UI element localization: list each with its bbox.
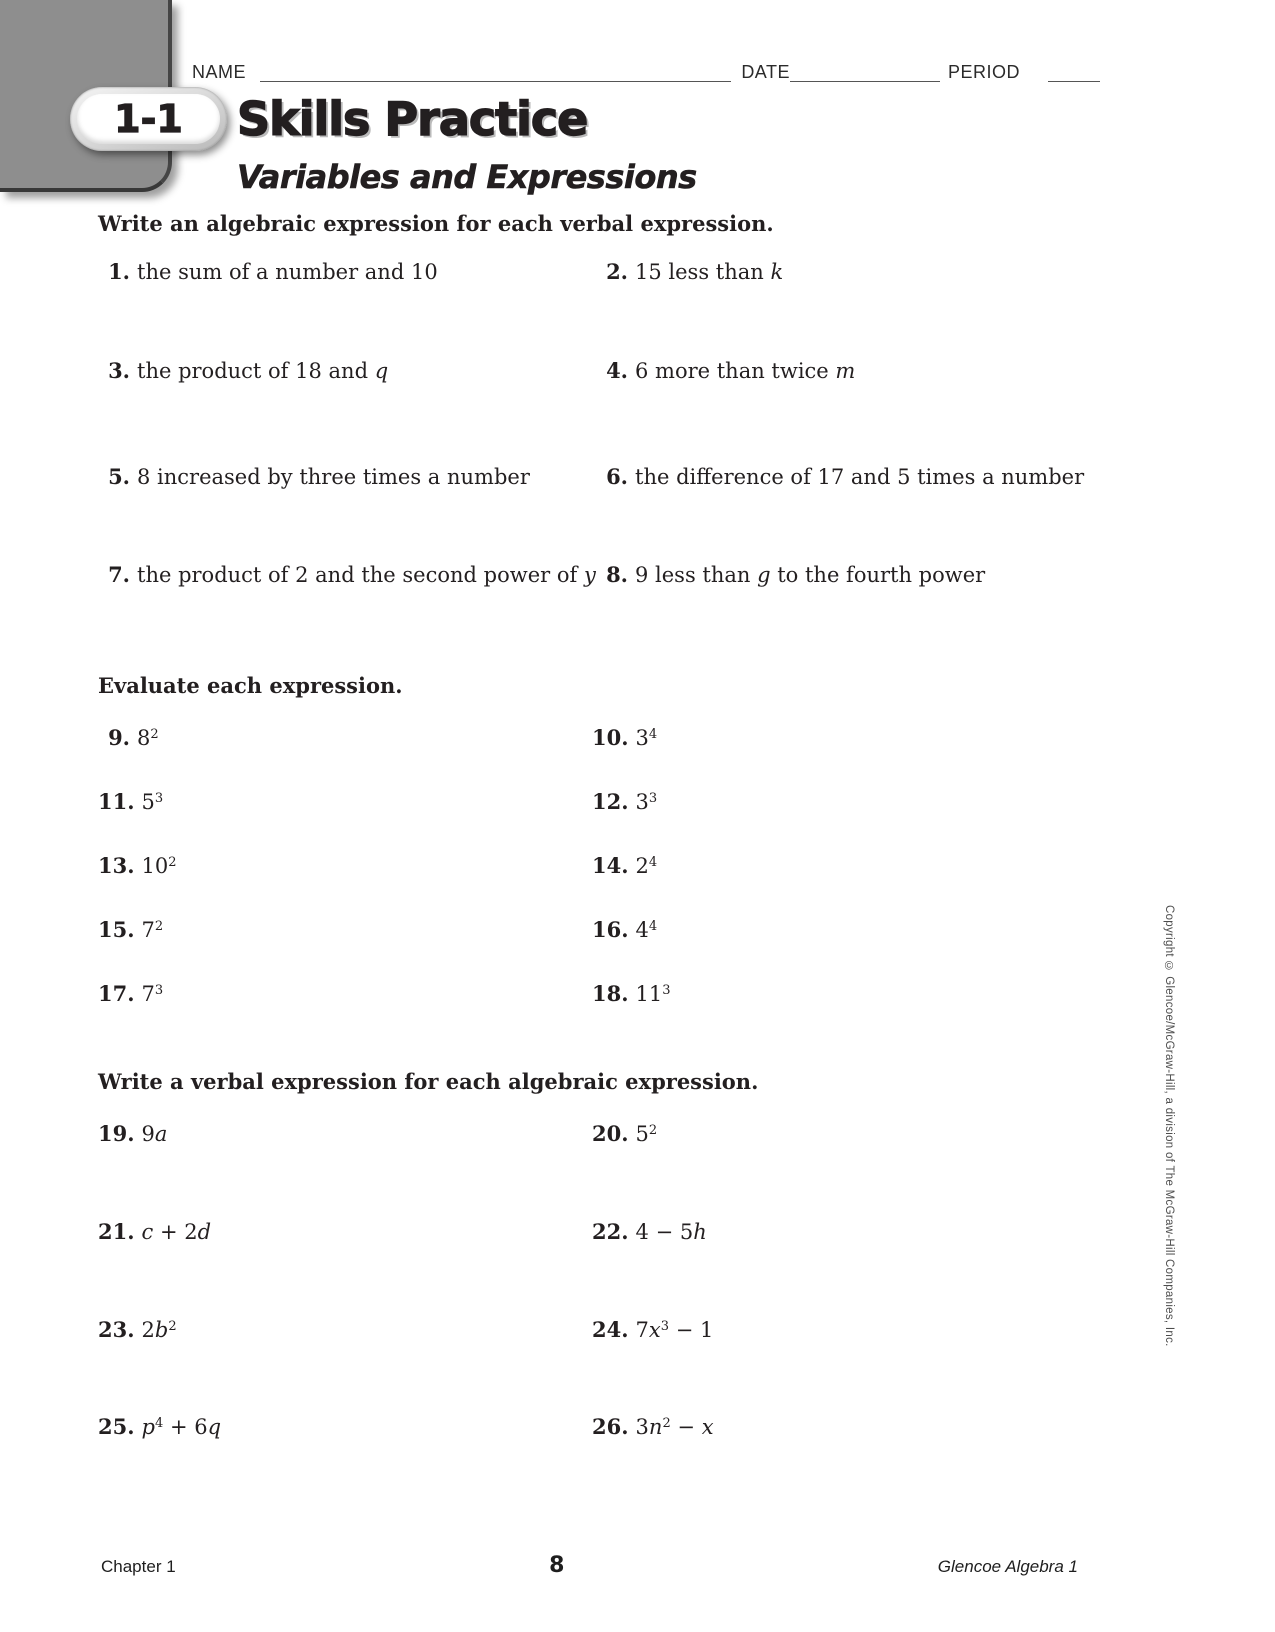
- copyright-sidebar-text: Copyright © Glencoe/McGraw-Hill, a division of The McGraw-Hill Companies, Inc.: [1163, 905, 1175, 1347]
- question-text: $7x^3 - 1$: [635, 1318, 714, 1342]
- question-text: $5^3$: [141, 790, 164, 814]
- question-number: 10.: [592, 725, 629, 750]
- question-13: [98, 854, 177, 878]
- question-11: [98, 790, 163, 814]
- section-2-heading: Evaluate each expression.: [98, 673, 403, 698]
- question-6: [592, 465, 1084, 489]
- question-number: 12.: [592, 789, 629, 814]
- question-text: the sum of a number and 10: [137, 260, 438, 284]
- period-blank-line: [1048, 65, 1100, 82]
- question-text: $7^3$: [141, 982, 164, 1006]
- question-number: 21.: [98, 1219, 135, 1244]
- question-text: $10^2$: [141, 854, 177, 878]
- worksheet-title: Skills Practice: [237, 92, 588, 146]
- question-1: [98, 260, 438, 284]
- question-number: 7.: [108, 562, 130, 587]
- question-12: [592, 790, 657, 814]
- question-number: 19.: [98, 1121, 135, 1146]
- student-info-row: [192, 60, 1100, 82]
- question-text: 9 less than g to the fourth power: [635, 563, 986, 587]
- question-number: 2.: [606, 259, 628, 284]
- question-text: $8^2$: [137, 726, 159, 750]
- question-3: [98, 359, 388, 383]
- footer-book-title: Glencoe Algebra 1: [937, 1557, 1078, 1576]
- question-text: $3n^2 - x$: [635, 1415, 714, 1439]
- question-17: [98, 982, 163, 1006]
- question-text: the difference of 17 and 5 times a number: [635, 465, 1085, 489]
- question-5: [98, 465, 530, 489]
- question-number: 13.: [98, 853, 135, 878]
- question-number: 24.: [592, 1317, 629, 1342]
- question-text: 6 more than twice m: [635, 359, 856, 383]
- footer-chapter: Chapter 1: [101, 1557, 176, 1576]
- question-10: [592, 726, 657, 750]
- question-number: 1.: [108, 259, 130, 284]
- question-14: [592, 854, 657, 878]
- question-20: [592, 1122, 657, 1146]
- question-number: 3.: [108, 358, 130, 383]
- question-text: $3^3$: [635, 790, 658, 814]
- question-text: 8 increased by three times a number: [137, 465, 530, 489]
- question-number: 9.: [108, 725, 130, 750]
- question-text: the product of 2 and the second power of y: [137, 563, 596, 587]
- question-text: c + 2d: [141, 1220, 212, 1244]
- question-16: [592, 918, 657, 942]
- question-text: $7^2$: [141, 918, 164, 942]
- lesson-title: Variables and Expressions: [237, 158, 697, 196]
- question-9: [98, 726, 159, 750]
- question-number: 25.: [98, 1414, 135, 1439]
- question-text: $4^4$: [635, 918, 658, 942]
- question-number: 23.: [98, 1317, 135, 1342]
- question-number: 15.: [98, 917, 135, 942]
- page-footer: [101, 1553, 1078, 1578]
- date-blank-line: [790, 65, 940, 82]
- question-number: 22.: [592, 1219, 629, 1244]
- question-text: the product of 18 and q: [137, 359, 389, 383]
- question-15: [98, 918, 163, 942]
- question-number: 5.: [108, 464, 130, 489]
- question-7: [98, 563, 596, 587]
- question-number: 11.: [98, 789, 135, 814]
- question-number: 8.: [606, 562, 628, 587]
- question-18: [592, 982, 671, 1006]
- question-8: [592, 563, 985, 587]
- question-24: [592, 1318, 713, 1342]
- question-number: 17.: [98, 981, 135, 1006]
- question-number: 4.: [606, 358, 628, 383]
- question-text: 9a: [141, 1122, 168, 1146]
- section-1-heading: Write an algebraic expression for each verbal expression.: [98, 211, 774, 236]
- lesson-number: 1-1: [114, 97, 183, 141]
- question-2: [592, 260, 783, 284]
- lesson-number-badge: [70, 87, 227, 151]
- question-number: 20.: [592, 1121, 629, 1146]
- question-text: $5^2$: [635, 1122, 658, 1146]
- name-blank-line: [260, 65, 731, 82]
- question-23: [98, 1318, 177, 1342]
- section-3-heading: Write a verbal expression for each algebraic expression.: [98, 1069, 759, 1094]
- question-4: [592, 359, 855, 383]
- question-text: 15 less than k: [635, 260, 784, 284]
- question-text: 4 − 5h: [635, 1220, 707, 1244]
- question-number: 16.: [592, 917, 629, 942]
- question-number: 18.: [592, 981, 629, 1006]
- date-label: DATE: [741, 62, 790, 82]
- question-text: $3^4$: [635, 726, 658, 750]
- question-22: [592, 1220, 707, 1244]
- question-21: [98, 1220, 211, 1244]
- question-number: 6.: [606, 464, 628, 489]
- question-text: $2^4$: [635, 854, 658, 878]
- question-19: [98, 1122, 167, 1146]
- question-text: $11^3$: [635, 982, 671, 1006]
- question-text: $p^4 + 6q$: [141, 1415, 222, 1439]
- question-text: $2b^2$: [141, 1318, 177, 1342]
- name-label: NAME: [192, 62, 247, 82]
- period-label: PERIOD: [947, 62, 1020, 82]
- question-26: [592, 1415, 714, 1439]
- question-number: 26.: [592, 1414, 629, 1439]
- footer-page-number: 8: [549, 1553, 565, 1578]
- question-25: [98, 1415, 221, 1439]
- question-number: 14.: [592, 853, 629, 878]
